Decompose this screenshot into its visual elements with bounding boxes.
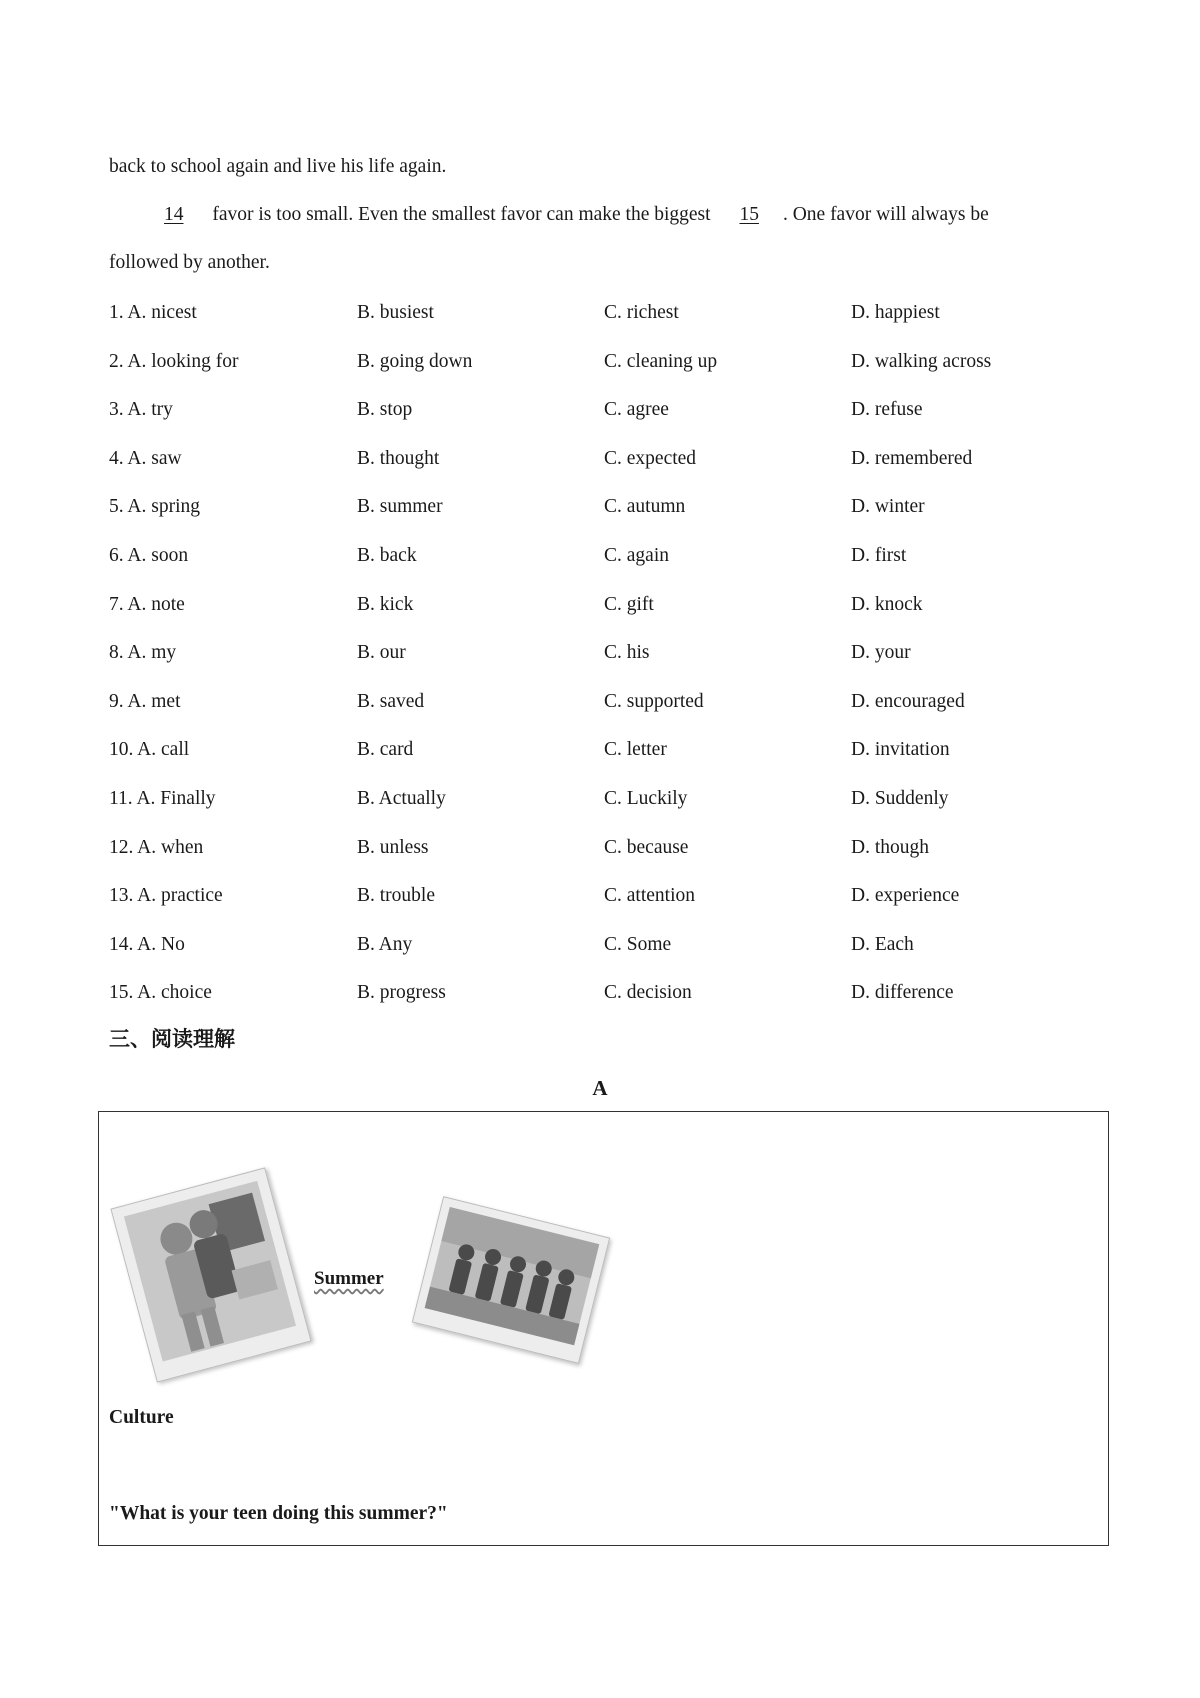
box-question: "What is your teen doing this summer?" [109,1503,448,1524]
option-7-b: B. kick [357,593,414,615]
option-row-10 [109,738,1089,762]
option-3-b: B. stop [357,399,413,421]
option-row-14 [109,933,1089,957]
option-row-9 [109,690,1089,714]
option-1-c: C. richest [604,302,679,323]
option-6-c: C. again [604,545,669,566]
option-6-d: D. first [851,545,907,566]
option-11-a: 11. A. Finally [109,788,216,809]
option-2-b: B. going down [357,350,473,372]
option-7-d: D. knock [851,593,923,615]
passage-line-2 [152,203,989,227]
passage-line-2-middle: favor is too small. Even the smallest favor can make the biggest [207,204,716,225]
option-13-a: 13. A. practice [109,885,223,907]
option-4-b: B. thought [357,447,440,469]
option-12-c: C. because [604,836,689,858]
option-10-d: D. invitation [851,739,950,761]
option-13-c: C. attention [604,885,695,907]
blank-15: 15 [739,204,759,225]
option-2-d: D. walking across [851,350,992,372]
option-15-a: 15. A. choice [109,982,212,1004]
option-1-d: D. happiest [851,302,940,323]
option-11-d: D. Suddenly [851,788,949,809]
option-9-d: D. encouraged [851,690,965,712]
option-5-d: D. winter [851,496,925,518]
option-3-a: 3. A. try [109,399,173,421]
option-13-d: D. experience [851,885,960,907]
summer-title: Summer [314,1268,384,1289]
option-15-c: C. decision [604,982,692,1004]
option-13-b: B. trouble [357,885,435,907]
option-row-7 [109,593,1089,617]
option-6-a: 6. A. soon [109,545,189,566]
option-row-1 [109,301,1089,325]
option-8-b: B. our [357,642,406,664]
option-7-c: C. gift [604,593,654,615]
option-2-a: 2. A. looking for [109,350,239,372]
blank-14: 14 [164,204,184,225]
option-row-11 [109,787,1089,811]
option-10-c: C. letter [604,739,667,761]
option-5-b: B. summer [357,496,443,518]
option-4-a: 4. A. saw [109,447,182,469]
culture-label: Culture [109,1407,174,1428]
option-6-b: B. back [357,545,417,566]
option-10-a: 10. A. call [109,739,190,761]
option-12-a: 12. A. when [109,836,204,858]
passage-line-2-end: . One favor will always be [782,204,989,225]
option-row-2 [109,350,1089,374]
option-4-c: C. expected [604,447,697,469]
option-9-a: 9. A. met [109,690,181,712]
passage-label: A [592,1076,608,1100]
option-12-d: D. though [851,836,929,858]
option-9-b: B. saved [357,690,425,712]
option-9-c: C. supported [604,690,704,712]
option-10-b: B. card [357,739,414,761]
option-8-c: C. his [604,642,650,664]
option-row-13 [109,884,1089,908]
option-row-15 [109,981,1089,1005]
option-15-d: D. difference [851,982,954,1004]
option-14-c: C. Some [604,933,672,955]
option-row-5 [109,495,1089,519]
option-row-8 [109,641,1089,665]
option-14-b: B. Any [357,933,413,955]
option-3-c: C. agree [604,399,669,421]
option-1-b: B. busiest [357,302,434,323]
option-row-3 [109,398,1089,422]
option-14-d: D. Each [851,933,914,955]
option-14-a: 14. A. No [109,933,185,955]
option-8-a: 8. A. my [109,642,177,664]
option-row-6 [109,544,1089,568]
passage-line-1: back to school again and live his life again. [109,156,447,177]
option-3-d: D. refuse [851,399,923,421]
option-12-b: B. unless [357,836,429,858]
option-7-a: 7. A. note [109,593,185,615]
option-4-d: D. remembered [851,447,973,469]
option-2-c: C. cleaning up [604,350,718,372]
section-heading: 三、阅读理解 [109,1027,235,1051]
option-5-c: C. autumn [604,496,686,518]
passage-line-3: followed by another. [109,252,270,273]
option-row-4 [109,447,1089,471]
option-8-d: D. your [851,642,911,664]
option-11-c: C. Luckily [604,788,688,809]
option-1-a: 1. A. nicest [109,302,197,323]
option-11-b: B. Actually [357,788,446,809]
option-5-a: 5. A. spring [109,496,201,518]
option-15-b: B. progress [357,982,446,1004]
option-row-12 [109,836,1089,860]
